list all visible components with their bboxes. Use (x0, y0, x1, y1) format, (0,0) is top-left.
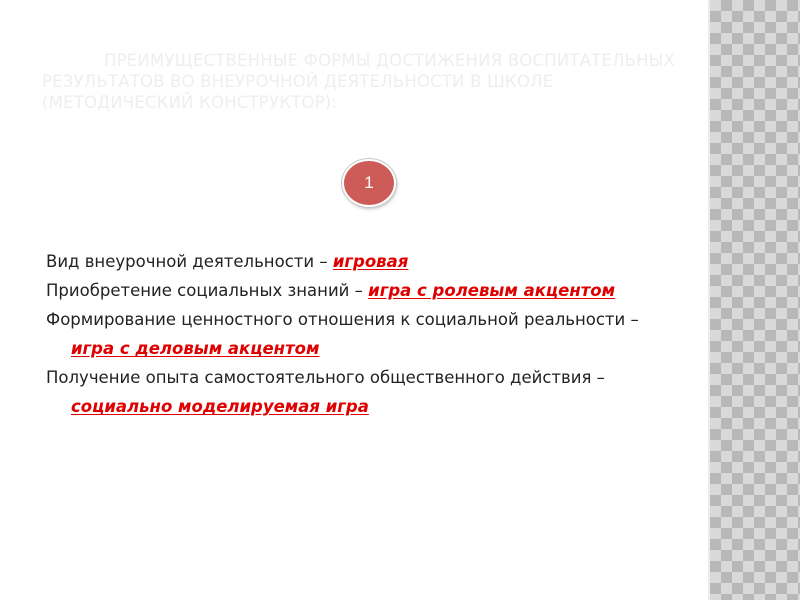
item-highlight: игра с деловым акцентом (71, 339, 320, 358)
side-pattern-panel (710, 0, 800, 600)
item-text: Получение опыта самостоятельного общественного действия – (46, 368, 605, 387)
item-highlight: социально моделируемая игра (71, 397, 369, 416)
list-item (46, 276, 686, 305)
item-highlight: игра с ролевым акцентом (368, 281, 616, 300)
content-list (46, 247, 686, 421)
item-highlight: игровая (332, 252, 409, 271)
list-item (46, 247, 686, 276)
item-text: Формирование ценностного отношения к социальной реальности – (46, 310, 639, 329)
list-item (46, 305, 686, 363)
step-number-badge: 1 (342, 159, 396, 207)
item-text: Вид внеурочной деятельности – (46, 252, 333, 271)
slide-title: ПРЕИМУЩЕСТВЕННЫЕ ФОРМЫ ДОСТИЖЕНИЯ ВОСПИТАТЕЛЬНЫХ РЕЗУЛЬТАТОВ ВО ВНЕУРОЧНОЙ ДЕЯТЕЛЬНОСТИ В ШКОЛЕ (МЕТОДИЧЕСКИЙ КОНСТРУКТОР): (42, 51, 675, 112)
list-item (46, 363, 686, 421)
item-text: Приобретение социальных знаний – (46, 281, 369, 300)
